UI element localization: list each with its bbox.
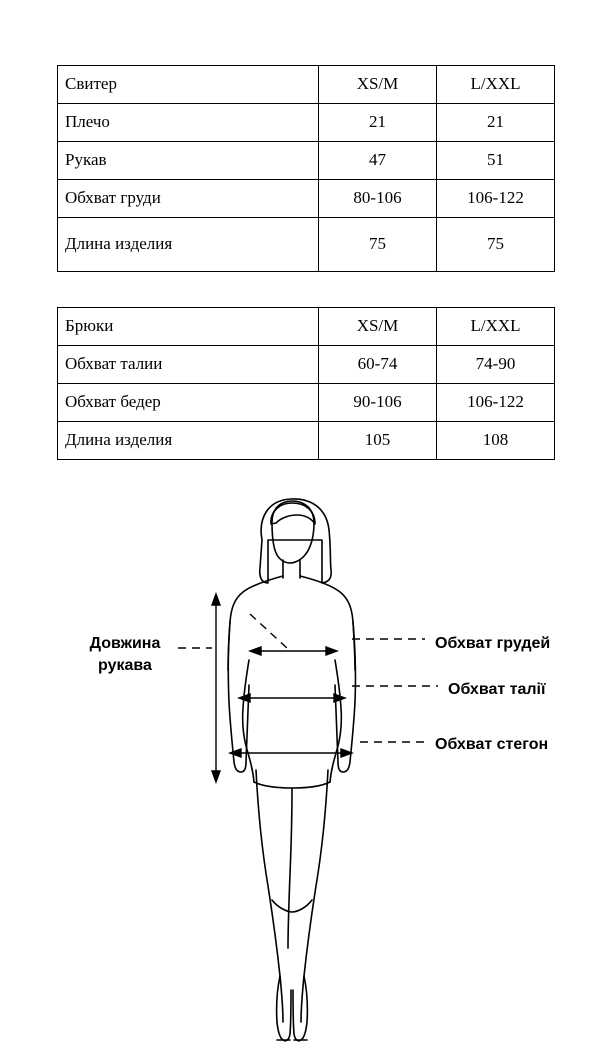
row-label: Обхват бедер [58, 384, 319, 422]
bust-label: Обхват грудей [435, 635, 551, 652]
row-label: Рукав [58, 142, 319, 180]
sweater-size-table-container [57, 65, 544, 272]
pants-size-table [57, 307, 555, 460]
table-row [58, 384, 555, 422]
row-value-l-xxl: 108 [437, 422, 555, 460]
table-header-cell: L/XXL [437, 308, 555, 346]
row-value-l-xxl: 106-122 [437, 180, 555, 218]
waist-label: Обхват талії [448, 681, 546, 698]
sleeve-length-label-line2: рукава [98, 656, 152, 674]
row-label: Плечо [58, 104, 319, 142]
row-label: Обхват груди [58, 180, 319, 218]
row-value-xs-m: 105 [319, 422, 437, 460]
row-value-l-xxl: 51 [437, 142, 555, 180]
row-value-l-xxl: 106-122 [437, 384, 555, 422]
sweater-size-table [57, 65, 555, 272]
table-header-cell: Свитер [58, 66, 319, 104]
shoulder-to-bust-leader [250, 614, 288, 649]
table-row [58, 180, 555, 218]
pants-size-table-container [57, 307, 544, 460]
sleeve-length-label-line1: Довжина [89, 635, 161, 652]
measurement-figure [0, 470, 600, 1061]
table-header-cell: L/XXL [437, 66, 555, 104]
table-row [58, 218, 555, 272]
row-value-xs-m: 21 [319, 104, 437, 142]
row-label: Длина изделия [58, 218, 319, 272]
table-row [58, 142, 555, 180]
hips-label: Обхват стегон [435, 736, 549, 753]
row-value-xs-m: 47 [319, 142, 437, 180]
row-value-l-xxl: 74-90 [437, 346, 555, 384]
row-value-xs-m: 60-74 [319, 346, 437, 384]
table-header-row [58, 66, 555, 104]
table-header-cell: XS/M [319, 308, 437, 346]
table-row [58, 346, 555, 384]
row-value-xs-m: 75 [319, 218, 437, 272]
row-label: Обхват талии [58, 346, 319, 384]
table-header-cell: Брюки [58, 308, 319, 346]
sleeve-length-label [60, 633, 190, 676]
row-label: Длина изделия [58, 422, 319, 460]
table-row [58, 104, 555, 142]
table-row [58, 422, 555, 460]
row-value-xs-m: 90-106 [319, 384, 437, 422]
table-header-row [58, 308, 555, 346]
female-body-outline-icon [0, 470, 600, 1061]
row-value-l-xxl: 75 [437, 218, 555, 272]
row-value-l-xxl: 21 [437, 104, 555, 142]
row-value-xs-m: 80-106 [319, 180, 437, 218]
table-header-cell: XS/M [319, 66, 437, 104]
